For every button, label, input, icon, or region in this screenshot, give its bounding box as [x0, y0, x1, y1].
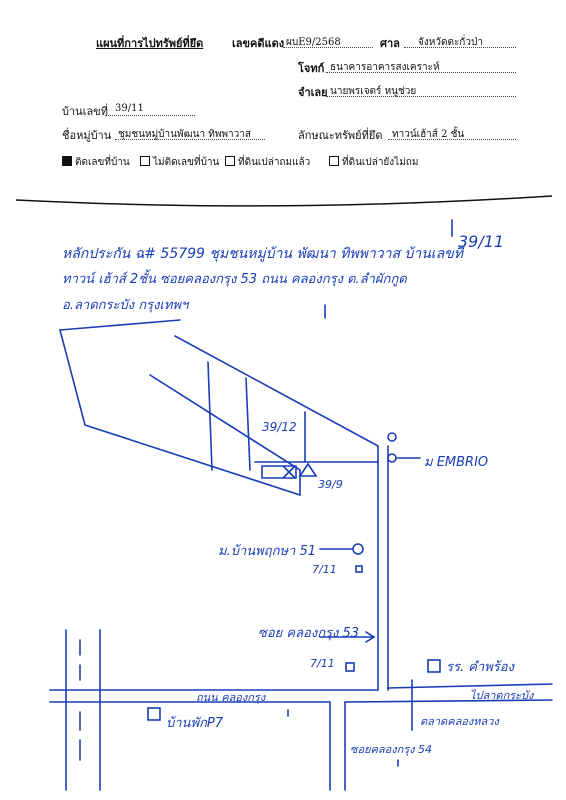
plaintiff-value: ธนาคารอาคารสงเคราะห์	[330, 62, 440, 73]
defendant-label: จำเลย	[298, 86, 328, 99]
village-value: ชุมชนหมู่บ้านพัฒนา ทิพพาวาส	[118, 129, 251, 140]
note-house-top: 39/11	[458, 232, 505, 251]
road-bottom-label: ถนน คลองกรุง	[196, 691, 266, 704]
court-label: ศาล	[380, 37, 400, 50]
plaintiff-label: โจทก์	[298, 62, 325, 75]
building-middle	[246, 378, 250, 470]
soi53-label: ซอย คลองกรุง 53	[258, 626, 360, 641]
note-line-1: หลักประกัน ฉ# 55799 ชุมชนหมู่บ้าน พัฒนา ทิพพาวาส บ้านเลขที่	[62, 246, 463, 262]
village-label: ชื่อหมู่บ้าน	[62, 129, 112, 142]
property-type-label: ลักษณะทรัพย์ที่ยึด	[298, 129, 383, 142]
plot-label-2: 39/9	[318, 478, 343, 491]
case-no-value: ผบE9/2568	[286, 37, 341, 48]
case-no-label: เลขคดีแดง	[232, 37, 285, 50]
building-left	[208, 362, 212, 470]
house-num-a: 7/11	[312, 563, 337, 576]
checkbox-label: ไม่ติดเลขที่บ้าน	[153, 157, 220, 168]
note-line-3: อ.ลาดกระบัง กรุงเทพฯ	[62, 298, 189, 313]
embrio-label: ม EMBRIO	[424, 455, 489, 470]
house-num-b: 7/11	[310, 657, 335, 670]
property-type-value: ทาวน์เฮ้าส์ 2 ชั้น	[392, 129, 465, 140]
checkbox-label: ติดเลขที่บ้าน	[75, 157, 130, 168]
plot-label: 39/12	[262, 420, 297, 434]
note-line-2: ทาวน์ เฮ้าส์ 2ชั้น ซอยคลองกรุง 53 ถนน คลองกรุง ต.ลำผักกูด	[62, 272, 407, 287]
triangle-marker	[300, 464, 316, 476]
compound-boundary-top	[60, 320, 180, 330]
village51-label: ม.บ้านพฤกษา 51	[218, 544, 316, 559]
compound-boundary	[60, 330, 300, 495]
market-label: ตลาดคลองหลวง	[420, 715, 499, 728]
house-no-label: บ้านเลขที่	[62, 105, 108, 118]
soi54-label: ซอยคลองกรุง 54	[350, 743, 433, 756]
road-right-label: ไปลาดกระบัง	[470, 689, 534, 702]
checkbox-label: ที่ดินเปล่ายังไม่ถม	[342, 157, 419, 168]
form-title: แผนที่การไปทรัพย์ที่ยึด	[96, 37, 204, 50]
defendant-value: นายพรเจตร์ หนูช่วย	[330, 86, 417, 97]
house-marker	[262, 466, 296, 478]
checkbox-label: ที่ดินเปล่าถมแล้ว	[238, 157, 311, 168]
house-no-value: 39/11	[115, 103, 144, 114]
village-p7-label: บ้านพักP7	[166, 716, 223, 731]
shop-label: รร. คำพร้อง	[446, 660, 514, 675]
separator-line	[16, 196, 552, 206]
court-value: จังหวัดตะกั่วป่า	[418, 37, 483, 48]
